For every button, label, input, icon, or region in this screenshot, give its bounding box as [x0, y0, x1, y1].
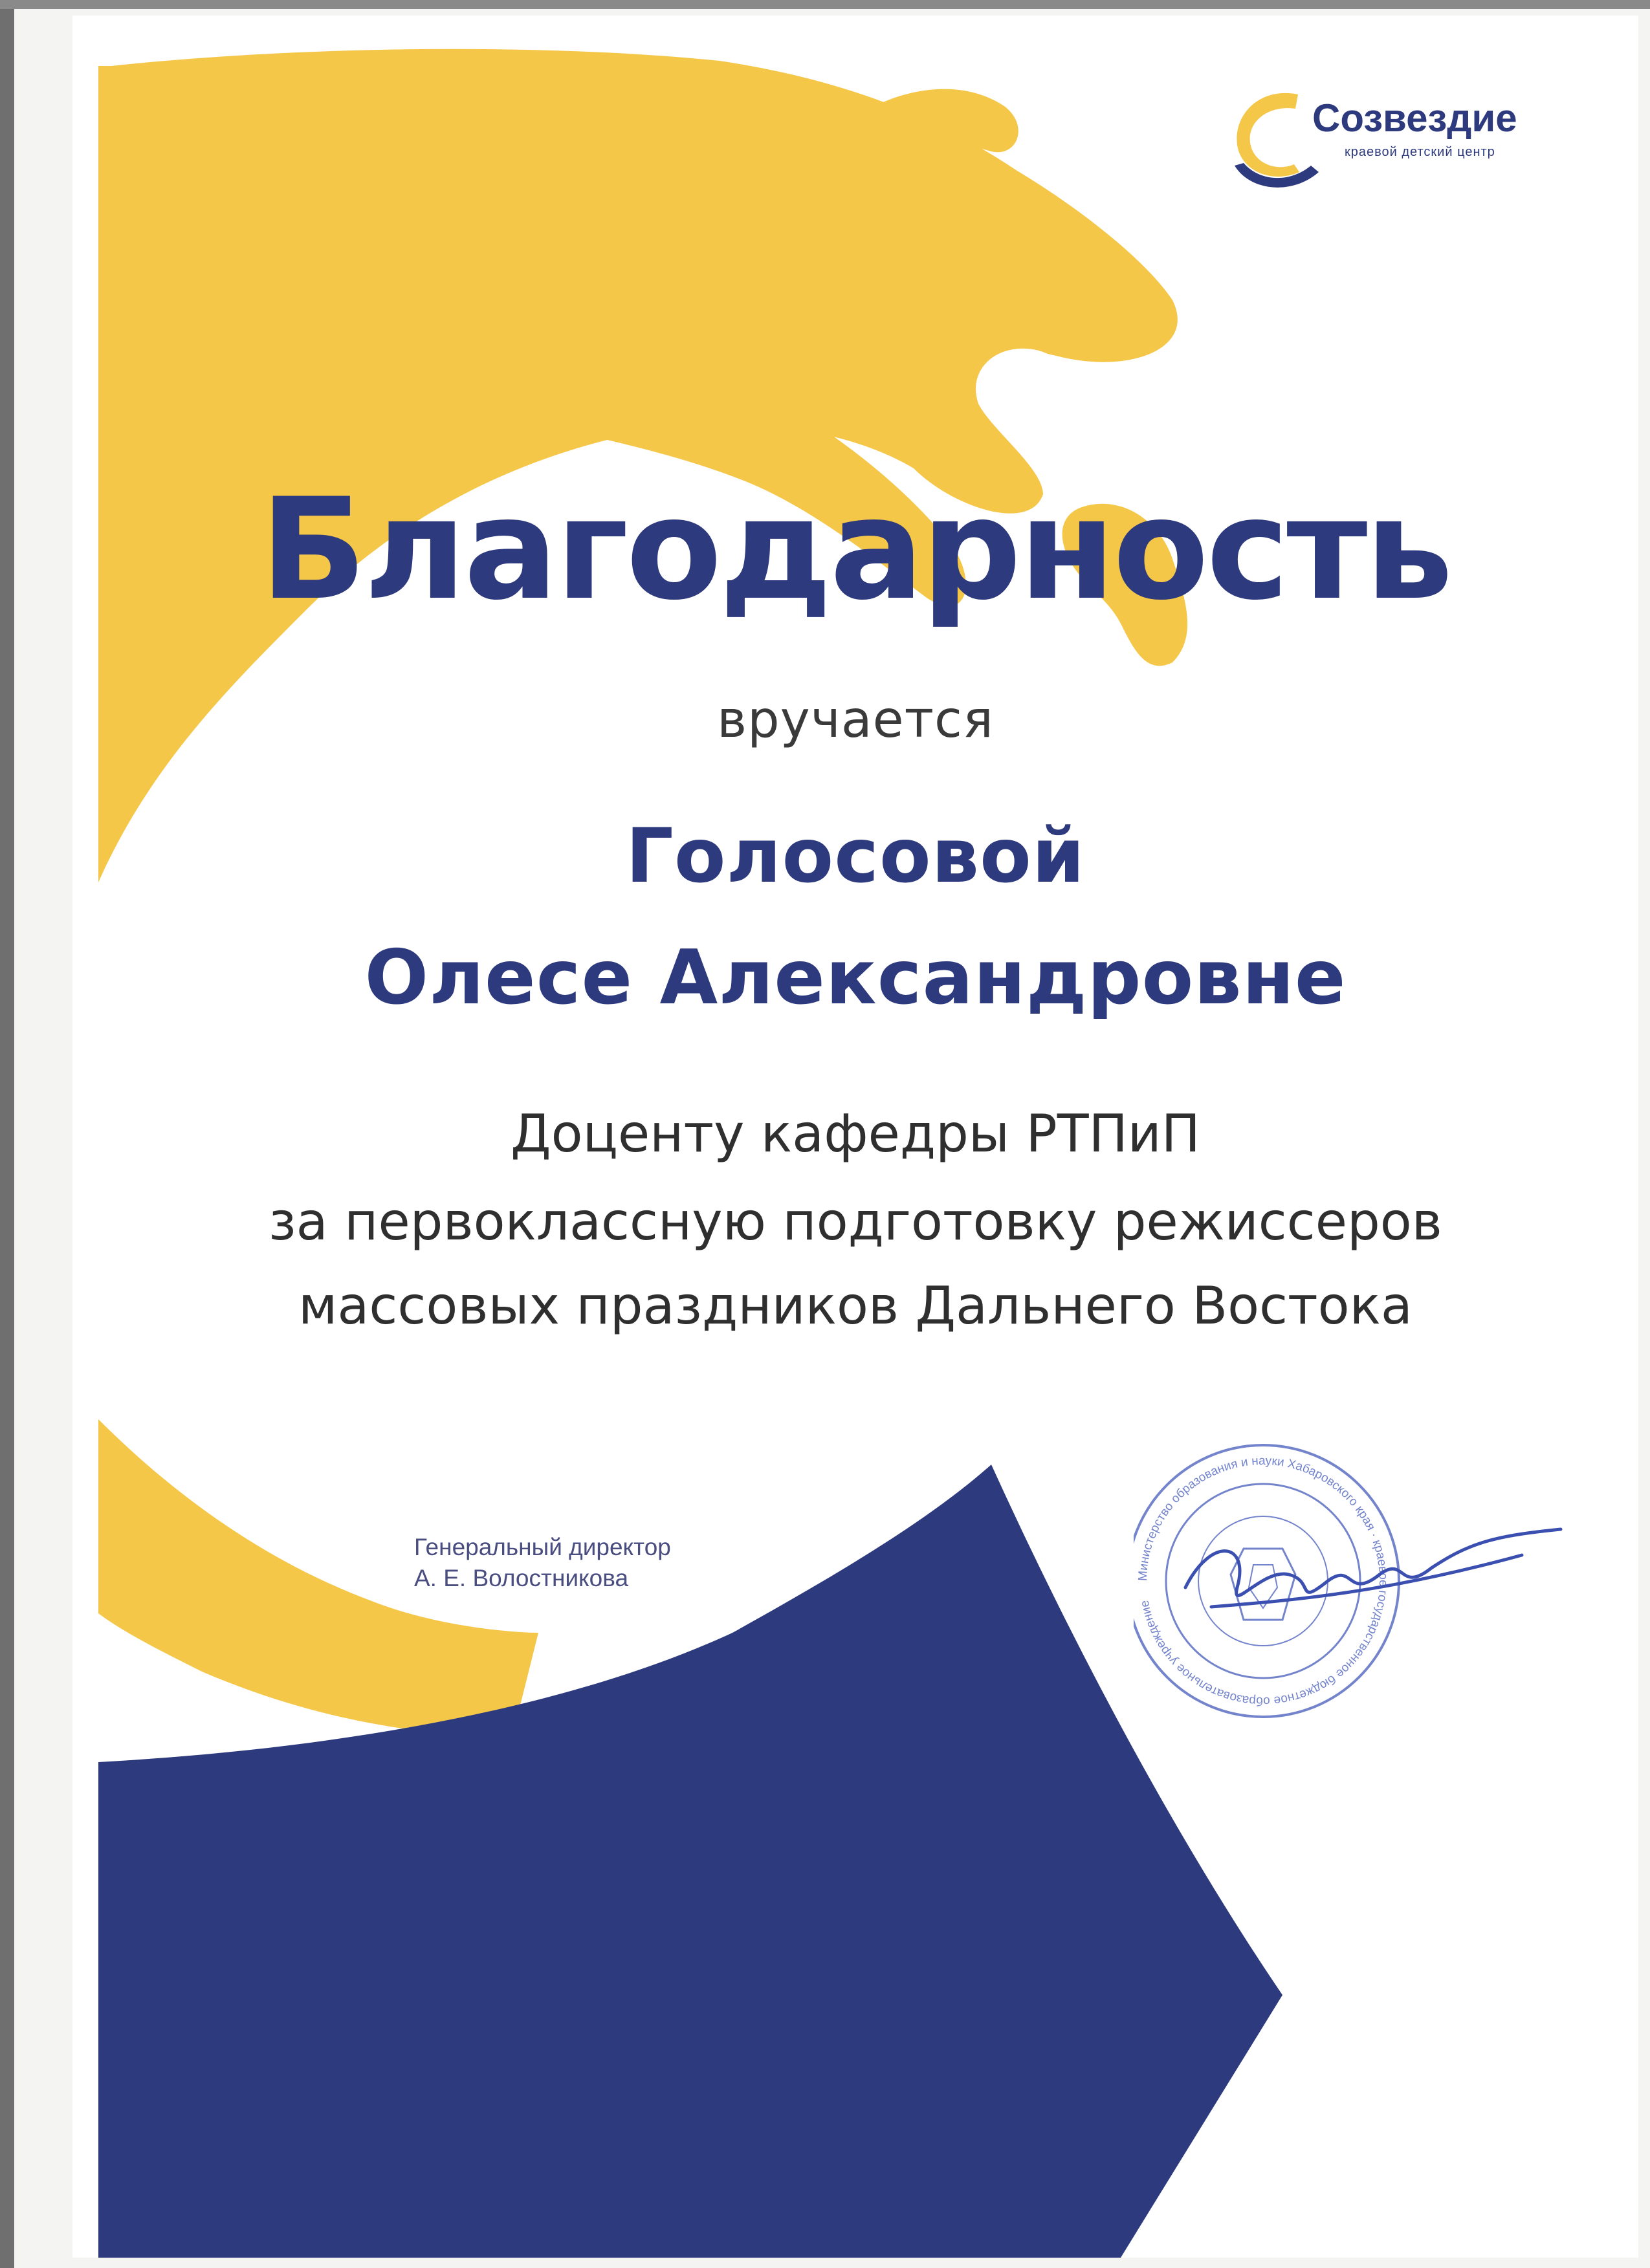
reason-line-2: за первоклассную подготовку режиссеров [269, 1192, 1442, 1252]
signatory-position: Генеральный директор [414, 1534, 671, 1560]
scanner-edge-top [0, 0, 1650, 9]
stamp-seal [1134, 1445, 1399, 1717]
certificate-sheet [72, 16, 1638, 2258]
reason-line-1: Доценту кафедры РТПиП [511, 1104, 1200, 1164]
certificate-title: Благодарность [259, 468, 1451, 631]
logo-subtitle: краевой детский центр [1345, 145, 1495, 159]
recipient-given-names: Олесе Александровне [364, 934, 1347, 1021]
signatory-name: А. Е. Волостникова [414, 1565, 629, 1591]
stamp-ring-text: Министерство образования и науки Хабаровского края · краевое государственное бюджетное образовательное учреждение [1136, 1454, 1391, 1708]
logo-name: Созвездие [1312, 96, 1517, 140]
logo [1222, 69, 1610, 198]
reason-line-3: массовых праздников Дальнего Востока [298, 1276, 1413, 1336]
official-stamp [1134, 1439, 1587, 1723]
certificate-subtitle: вручается [717, 691, 994, 749]
scanner-edge-left [0, 0, 14, 2268]
yellow-swoosh-top [98, 49, 1178, 882]
recipient-surname: Голосовой [625, 812, 1086, 900]
signatory-block [414, 1532, 671, 1594]
